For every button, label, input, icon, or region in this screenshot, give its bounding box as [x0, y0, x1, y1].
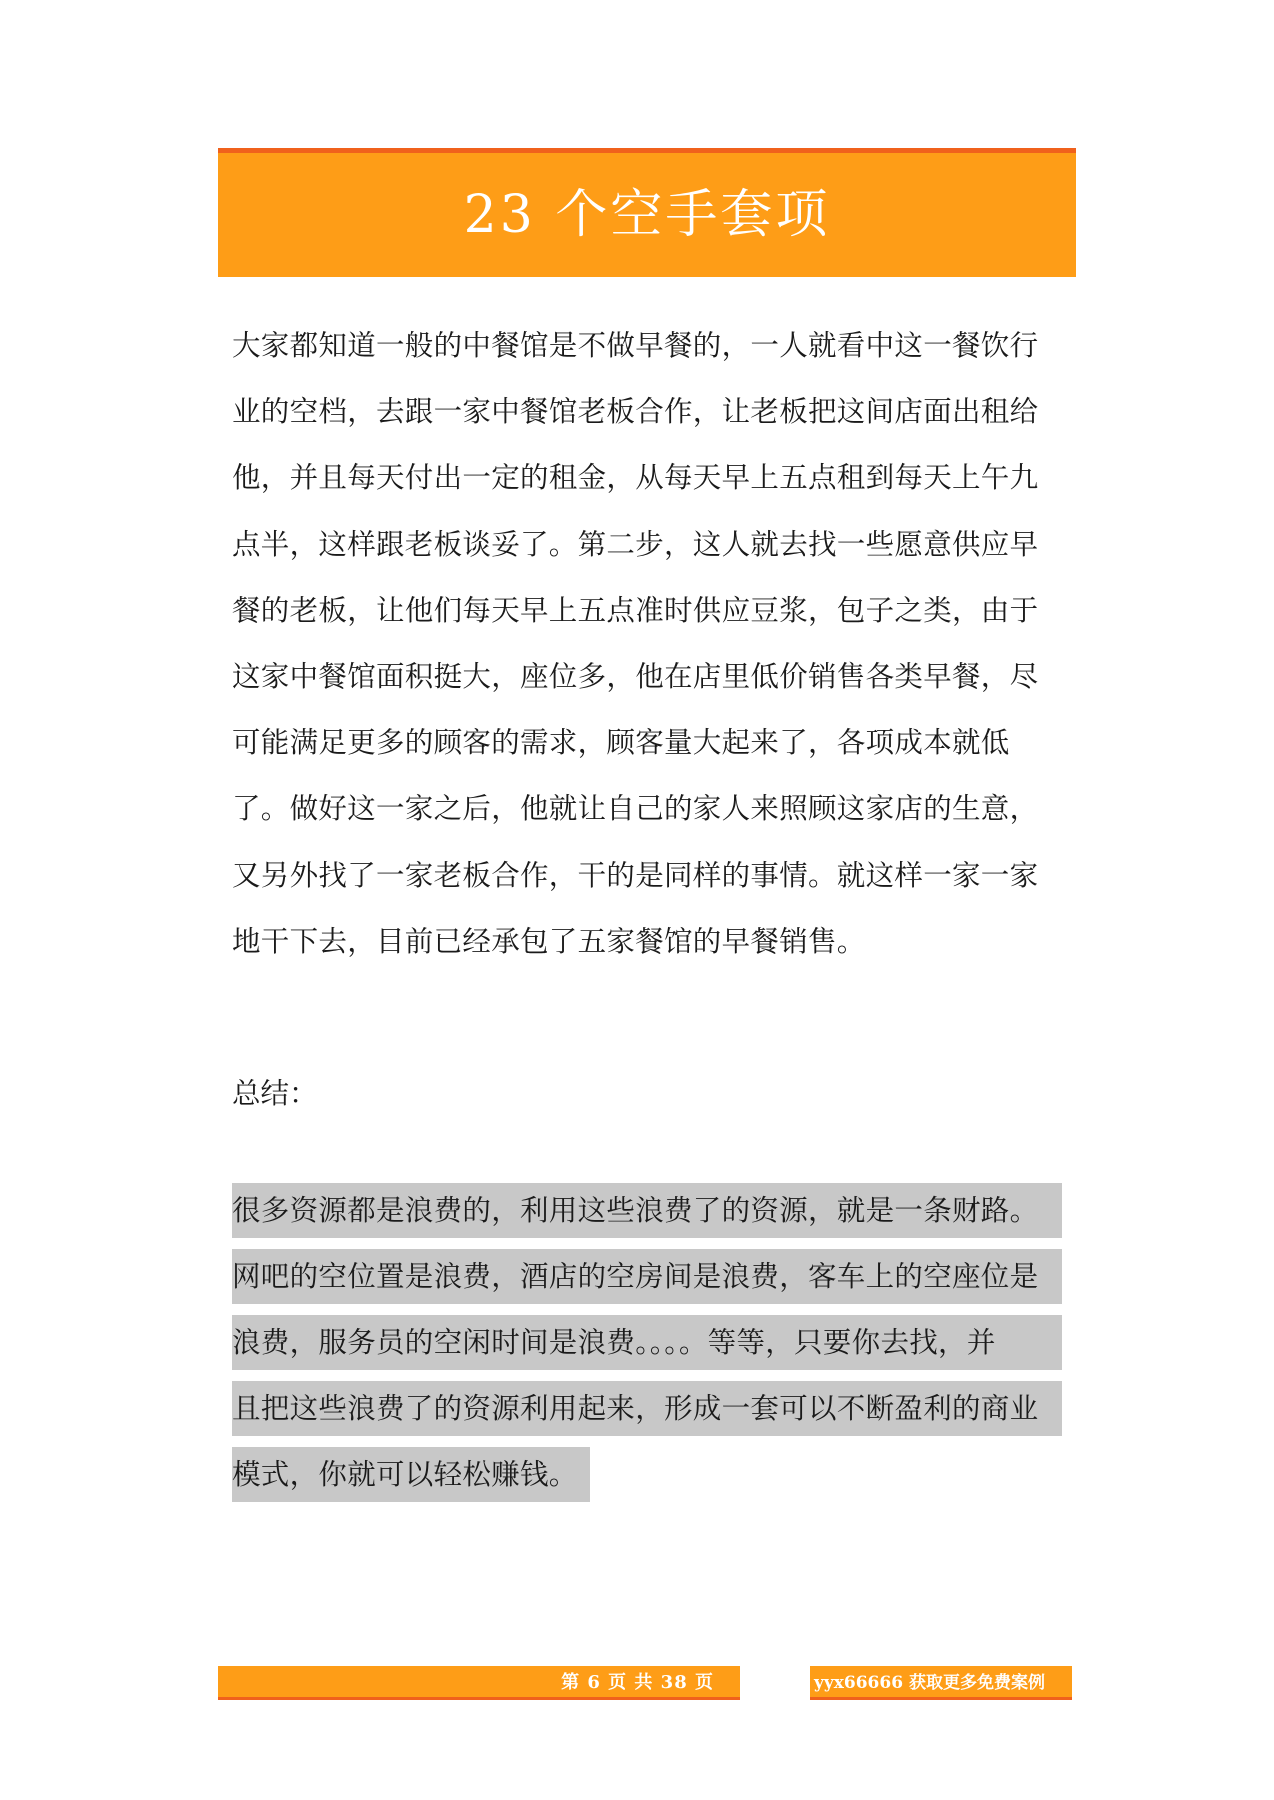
summary-line: 很多资源都是浪费的，利用这些浪费了的资源，就是一条财路。 [232, 1183, 1062, 1238]
summary-line: 浪费，服务员的空闲时间是浪费。。。。等等，只要你去找，并 [232, 1315, 1062, 1370]
summary-line: 且把这些浪费了的资源利用起来，形成一套可以不断盈利的商业 [232, 1381, 1062, 1436]
page-number: 第 6 页 共 38 页 [561, 1672, 714, 1693]
title-banner [218, 148, 1076, 277]
page-title: 23 个空手套项 [463, 185, 831, 245]
footer-page-bar [218, 1666, 740, 1700]
body-paragraph: 大家都知道一般的中餐馆是不做早餐的，一人就看中这一餐饮行业的空档，去跟一家中餐馆老板合作，让老板把这间店面出租给他，并且每天付出一定的租金，从每天早上五点租到每天上午九点半，这样跟老板谈妥了。第二步，这人就去找一些愿意供应早餐的老板，让他们每天早上五点准时供应豆浆，包子之类，由于这家中餐馆面积挺大，座位多，他在店里低价销售各类早餐，尽可能满足更多的顾客的需求，顾客量大起来了，各项成本就低了。做好这一家之后，他就让自己的家人来照顾这家店的生意，又另外找了一家老板合作，干的是同样的事情。就这样一家一家地干下去，目前已经承包了五家餐馆的早餐销售。 [232, 329, 1039, 958]
summary-label: 总结： [232, 1077, 318, 1110]
footer-promo-bar [810, 1666, 1072, 1700]
main-content [232, 313, 1062, 1491]
summary-line: 模式，你就可以轻松赚钱。 [232, 1447, 590, 1502]
summary-highlight-block [232, 1183, 1062, 1513]
summary-line: 网吧的空位置是浪费，酒店的空房间是浪费，客车上的空座位是 [232, 1249, 1062, 1304]
footer-promo-text: yyx66666 获取更多免费案例 [814, 1673, 1045, 1693]
